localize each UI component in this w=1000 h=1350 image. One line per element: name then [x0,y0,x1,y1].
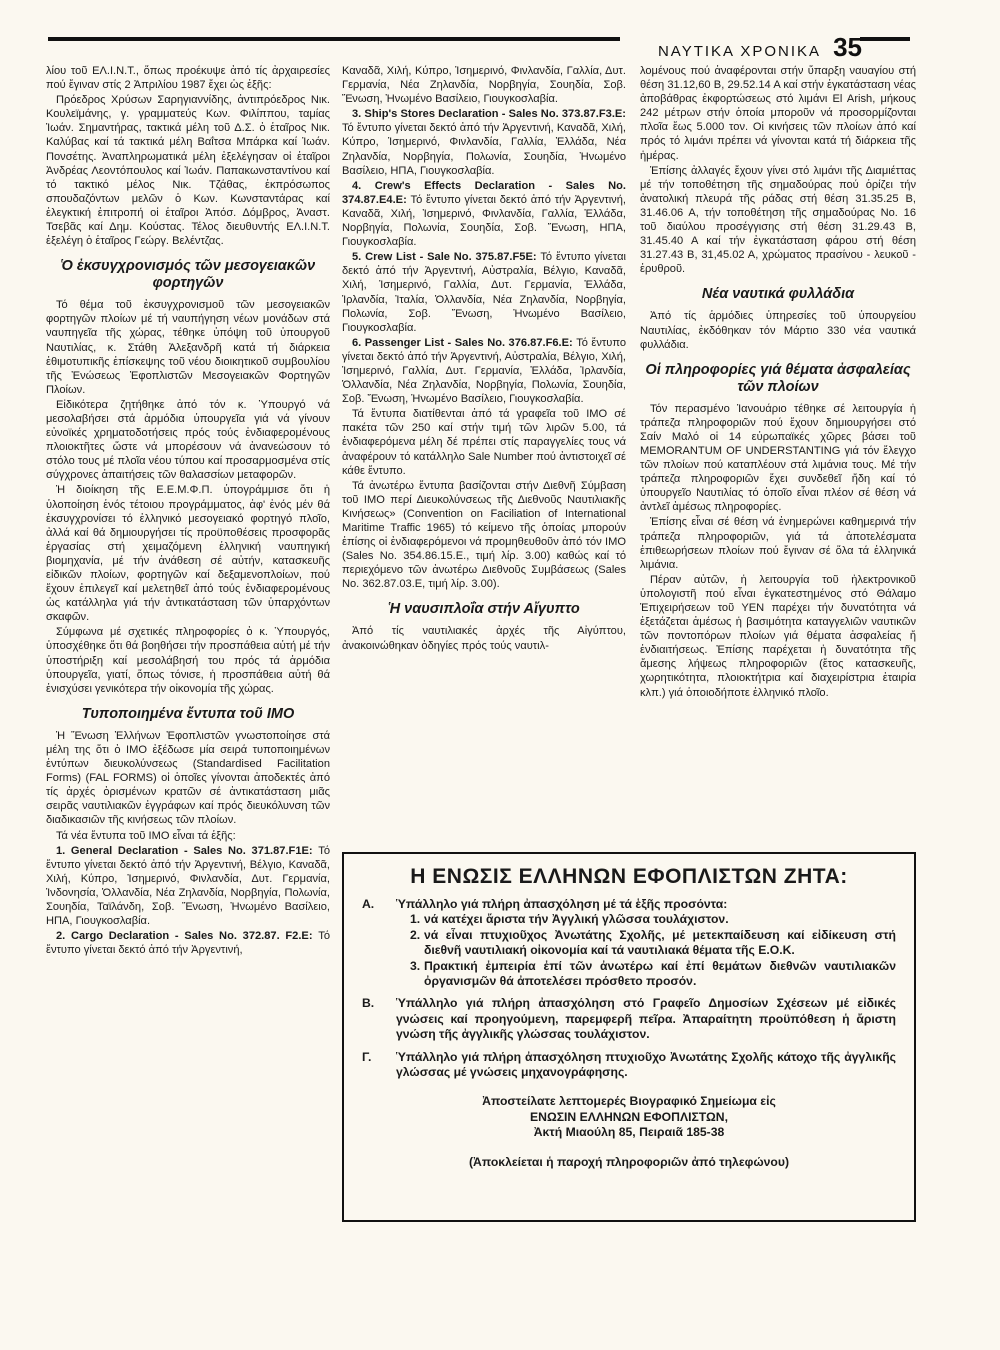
ad-title: Η ΕΝΩΣΙΣ ΕΛΛΗΝΩΝ ΕΦΟΠΛΙΣΤΩΝ ΖΗΤΑ: [410,865,848,888]
headline-nautical-leaflets: Νέα ναυτικά φυλλάδια [701,286,855,303]
paragraph: Πρόεδρος Χρύσων Σαρηγιαννίδης, ἀντιπρόεδρος Νικ. Κουλεϊμάνης, γ. γραμματεύς Κων. Φιλίππου, ταμίας Ἰωάν. Σημαντήρας, τακτικά μέλη τοῦ Δ.Σ. ὁ ἑταῖρος Νικ. Καλύβας καί τά τακτικά μέλη Βαΐτσα Μπάρκα καί Ἰωάν. Πονσέτης. Ἀναπληρωματικά μέλη ἐξελέγησαν οἱ ἑταῖροι Ἀνδρέας Λεοντόπουλος καί Ἰωάν. Παπακωνσταντίνου καί τό τακτικό μέλος Νικ. Τζάθας, ἐκπρόσωπος σπουδαζόντων μελῶν ὁ Κων. Κωνσταντάρας καί ἐλεγκτική ἐπιτροπή οἱ ἑταῖροι Ἀπόσ. Δόμβρος, Ἀναστ. Τσεβᾶς καί Δημ. Κούστας. Τέλος διευθυντής ΕΛ.Ι.Ν.Τ. ἐξελέγη ὁ ἑταῖρος Γεώργ. Βελέντζας. [46,94,330,248]
paragraph: Τόν περασμένο Ἰανουάριο τέθηκε σέ λειτουργία ἡ τράπεζα πληροφοριῶν πού ἔχουν δημιουργήσει στό Σαίν Μαλό οἱ 14 εὐρωπαϊκές χῶρες βάσει τοῦ MEMORANTUM OF UNDERSTANTING γιά τόν ἔλεγχο τῶν πλοίων πού καταπλέουν στά λιμάνια τους. Μέ τήν τράπεζα πληροφοριῶν ἔχει συνδεθεῖ ἤδη καί τό ὑπουργεῖο Ναυτιλίας τό ὁποῖο εἶναι πλέον σέ θέση νά ἀντλεῖ ἀμέσως πληροφορίες. [640,402,916,514]
paragraph: λομένους πού ἀναφέρονται στήν ὕπαρξη ναυαγίου στή θέση 31.12,60 Β, 29.52.14 Α καί στήν ἐγκατάσταση νέας ἀποβάθρας ἐκφορτώσεως στό λιμάνι El Arish, μήκους 242 μέτρων στήν ὁποία μποροῦν νά προσορμίζονται πλοῖα ἕως 5.000 τον. Οἱ κινήσεις τῶν πλοίων ἀπό καί πρός τό λιμάνι πρέπει νά γίνονται κατά τή διάρκεια τῆς ἡμέρας. [640,65,916,162]
job-advertisement-box [342,852,916,1222]
contact-organization: ΕΝΩΣΙΝ ΕΛΛΗΝΩΝ ΕΦΟΠΛΙΣΤΩΝ, [530,1109,728,1124]
ad-section-a [362,897,896,989]
paragraph: Πέραν αὐτῶν, ἡ λειτουργία τοῦ ἠλεκτρονικοῦ ὑπολογιστῆ πού εἶναι ἐγκατεστημένος στό Θάλαμο Ἐπιχειρήσεων τοῦ ΥΕΝ παρέχει τήν δυνατότητα νά ἐξετάζεται ἀμέσως ἡ βασιμότητα καταγγελιῶν ναυτικῶν τῶν ποντοπόρων πλοίων γιά θέματα ἀσφαλείας ἤ ἐνδιαιτήσεως. Ἐπίσης παρέχεται ἡ δυνατότητα τῆς ἄμεσης λήψεως πληροφοριῶν (ἔτος κατασκευῆς, χωρητικότητα, πλοιοκτήτρια καί διαχειρίστρια ἑταιρία κλπ.) γιά ὁποιοδήποτε ἑλληνικό πλοῖο. [640,573,916,699]
form-item-text: Τό ἔντυπο γίνεται δεκτό ἀπό τήν Ἀργεντινή, Αὐστραλία, Βέλγιο, Καναδᾶ, Χιλή, Ἰσημερινό, Γαλλία, Δυτ. Γερμανία, Ἑλλάδα, Ἰρλανδία, Ἰταλία, Ὁλλανδία, Νέα Ζηλανδία, Νορβηγία, Πολωνία, Σοβ. Ἕνωση, Ἡνωμένο Βασίλειο, Γιουγκοσλαβία. [342,251,626,334]
paragraph: Ἐπίσης ἀλλαγές ἔχουν γίνει στό λιμάνι τῆς Διαμιέττας μέ τήν τοποθέτηση τῆς σημαδούρας πού ὁρίζει τήν ἀνατολική πλευρά τῆς ράδας στή θέση 31.35.25 Β, 31.46.06 Α, τήν τοποθέτηση τῆς σημαδούρας Νο. 16 τοῦ διαύλου προσέγγισης στή θέση 31.29.43 Β, 31.45.40 Α καί τήν ἐγκατάσταση φάρου στή θέση 31.27.43 Β, 31,45.02 Α, χρώματος πρασίνου - λευκοῦ - ἐρυθροῦ. [640,164,916,276]
column-3 [640,64,916,701]
section-letter: Γ. [362,1049,372,1064]
paragraph: Ἡ διοίκηση τῆς Ε.Ε.Μ.Φ.Π. ὑπογράμμισε ὅτι ἡ ὑλοποίηση ἑνός τέτοιου προγράμματος, ἀφ' ἑνός μέν θά ἐκσυγχρονίσει τό ἑλληνικό μεσογειακό φορτηγό πλοῖο, ἀλλά καί θά δημιουργήσει τίς προϋποθέσεις προσφορᾶς ἐργασίας στή χειμαζόμενη ἑλληνική ναυπηγική βιομηχανία, μέ τήν ἀνάθεση σέ αὐτήν, κατασκευῆς εἰδικῶν πλοίων, φορτηγῶν καί δεξαμενοπλοίων, πού ἔχουν ἐπιλεγεῖ καί μελετηθεῖ ἀπό τούς ἐνδιαφερομένους ὡς κατάλληλα γιά τήν ἀντικατάσταση τῶν ὑπαρχόντων σκαφῶν. [46,484,330,624]
form-item [46,844,330,929]
header-rule-right [860,37,910,41]
form-item-text: Τό ἔντυπο γίνεται δεκτό ἀπό τήν Ἀργεντινή, Αὐστραλία, Βέλγιο, Χιλή, Ἰσημερινό, Γαλλία, Δυτ. Γερμανία, Ἑλλάδα, Ἰρλανδία, Ὁλλανδία, Νέα Ζηλανδία, Νορβηγία, Πολωνία, Σουηδία, Σοβ. Ἕνωση, Ἡνωμένο Βασίλειο, Γιουγκοσλαβία. [342,336,627,406]
column-2 [342,64,626,654]
form-item-title: 5. Crew List - Sale No. 375.87.F5E: [352,251,537,264]
page-number: 35 [833,32,862,62]
form-item-title: 4. Crew's Effects Declaration - Sales No. 374.87.E4.E: [342,179,626,206]
list-item [396,959,896,990]
headline-egypt-navigation: Ἡ ναυσιπλοΐα στήν Αἴγυπτο [388,601,580,618]
column-1 [46,64,330,958]
paragraph: Εἰδικότερα ζητήθηκε ἀπό τόν κ. Ὑπουργό νά μεσολαβήσει στά ἁρμόδια ὑπουργεῖα γιά νά γίνουν εὐνοϊκές χρηματοδοτήσεις πρός τούς ἐνδιαφερομένους πλοιοκτῆτες ὥστε νά μπορέσουν νά ἀνανεώσουν τό στόλο τους μέ πλοῖα νέου τύπου καί προσαρμοσμένα στίς σύγχρονες ἀπαιτήσεις τῶν θαλασσίων μεταφορῶν. [46,398,330,482]
section-text: Ὑπάλληλο γιά πλήρη ἀπασχόληση στό Γραφεῖο Δημοσίων Σχέσεων μέ εἰδικές γνώσεις καί προηγούμενη, παρεμφερῆ πεῖρα. Ἀπαραίτητη προϋπόθεση ἡ ἄριστη γνώση τῆς ἀγγλικῆς γλώσσας τουλάχιστον. [396,996,896,1042]
form-item-text: Τό ἔντυπο γίνεται δεκτό ἀπό τήν Ἀργεντινή, [46,930,330,957]
form-item-title: 3. Ship's Stores Declaration - Sales No. 373.87.F3.E: [352,108,626,121]
headline-imo-forms: Τυποποιημένα ἔντυπα τοῦ ΙΜΟ [81,705,295,722]
form-item-title: 1. General Declaration - Sales No. 371.87.F1E: [56,844,313,857]
paragraph: λίου τοῦ ΕΛ.Ι.Ν.Τ., ὅπως προέκυψε ἀπό τίς ἀρχαιρεσίες πού ἔγιναν στίς 2 Ἀπριλίου 1987 ἔχει ὡς ἑξῆς: [46,65,330,92]
form-item [342,336,626,406]
contact-address: Ἀκτή Μιαούλη 85, Πειραιᾶ 185-38 [533,1125,725,1140]
form-item-title: 2. Cargo Declaration - Sales No. 372.87. F2.E: [56,930,313,943]
list-text: νά κατέχει ἄριστα τήν Ἀγγλική γλῶσσα τουλάχιστον. [424,912,729,927]
header-rule-left [48,37,620,41]
paragraph: Ἐπίσης εἶναι σέ θέση νά ἐνημερώνει καθημερινά τήν τράπεζα πληροφοριῶν, γιά τά ἀποτελέσματα ἐπιθεωρήσεων πλοίων πού ἔγιναν σέ ὅλα τά ἑλληνικά λιμάνια. [640,516,916,571]
section-letter: Β. [362,996,375,1011]
ad-section-b [362,996,896,1042]
list-item [396,928,896,959]
list-item [396,912,896,927]
paragraph: Καναδᾶ, Χιλή, Κύπρο, Ἰσημερινό, Φινλανδία, Γαλλία, Δυτ. Γερμανία, Νέα Ζηλανδία, Νορβηγία, Σουηδία, Σοβ. Ἕνωση, Ἡνωμένο Βασίλειο, Γιουγκοσλαβία. [342,65,626,106]
ad-section-c [362,1050,896,1081]
contact-line: Ἀποστείλατε λεπτομερές Βιογραφικό Σημείωμα εἰς [482,1094,776,1109]
paragraph: Τά ἀνωτέρω ἔντυπα βασίζονται στήν Διεθνῆ Σύμβαση τοῦ ΙΜΟ περί Διευκολύνσεως τῆς Διεθνοῦς Ναυτιλιακῆς Κινήσεως» (Convention on Faciliation of International Maritime Traffic 1965) τό κείμενο τῆς ὁποίας μπορούν ἐπίσης οἱ ἐνδιαφερόμενοι νά προμηθευθοῦν ἀπό τόν ΙΜΟ (Sales No. 354.86.15.Ε., τιμή λίρ. 3.00) καθώς καί τό περιεχόμενο τῶν ἀνωτέρω Διεθνοῦς Συμβάσεως (Sales No. 362.87.03.Ε, τιμή λίρ. 3.00). [342,479,626,591]
paragraph: Τά ἔντυπα διατίθενται ἀπό τά γραφεῖα τοῦ ΙΜΟ σέ πακέτα τῶν 250 καί στήν τιμή τῶν λιρῶν 5.00, τά ἐνδιαφερόμενα μέλη δέ πρέπει στίς παραγγελίες τους νά ἀναφέρουν τό κατάλληλο Sale Number πού ἀντιστοιχεῖ σέ κάθε ἔντυπο. [342,408,626,477]
section-text: Ὑπάλληλο γιά πλήρη ἀπασχόληση πτυχιοῦχο Ἀνωτάτης Σχολῆς κάτοχο τῆς ἀγγλικῆς γλώσσας μέ γνώσεις μηχανογράφησης. [396,1049,896,1080]
list-number: 1. [410,912,421,927]
list-number: 2. [410,927,421,942]
masthead [626,30,862,60]
paragraph: Τό θέμα τοῦ ἐκσυγχρονισμοῦ τῶν μεσογειακῶν φορτηγῶν πλοίων μέ τή ναυπήγηση νέων μονάδων στά ναυπηγεῖα τῆς χώρας, τέθηκε ὑπόψη τοῦ ὑπουργοῦ Ναυτιλίας, κ. Στάθη Ἀλεξανδρῆ κατά τή διάρκεια ἐθιμοτυπικῆς ἐπίσκεψης τοῦ νέου διοικητικοῦ συμβουλίου τῆς Ἑνώσεως Ἐφοπλιστῶν Μεσογειακῶν Φορτηγῶν Πλοίων. [46,299,330,396]
paragraph: Σύμφωνα μέ σχετικές πληροφορίες ὁ κ. Ὑπουργός, ὑποσχέθηκε ὅτι θά βοηθήσει τήν προσπάθεια αὐτή μέ τήν ὑποστήριξη καί μεσολάβησή του πρός τά ἁρμόδια ὑπουργεῖα, γιατί, ὅπως τόνισε, ἡ προσπάθεια αὐτή θά ἐνισχύσει γενικότερα τήν οἰκονομία τῆς χώρας. [46,626,330,695]
section-letter: Α. [362,897,375,911]
form-item [46,929,330,957]
paragraph: Ἀπό τίς ναυτιλιακές ἀρχές τῆς Αἰγύπτου, ἀνακοινώθηκαν ὁδηγίες πρός τούς ναυτιλ- [342,625,626,652]
headline-modernization: Ὁ ἐκσυγχρονισμός τῶν μεσογειακῶν φορτηγῶν [60,258,316,292]
paragraph: Ἡ Ἕνωση Ἑλλήνων Ἐφοπλιστῶν γνωστοποίησε στά μέλη της ὅτι ὁ ΙΜΟ ἐξέδωσε μία σειρά τυποποιημένων ἐντύπων διευκολύνσεως (Standardised Facilitation Forms) (FAL FORMS) οἱ ὁποῖες γίνονται ἀποδεκτές ἀπό τίς ἀρχές ὁρισμένων κρατῶν σέ ἀντικατάσταση μιᾶς σειρᾶς ναυτιλιακῶν ἐγγράφων καί πρός διευκόλυνση τῶν διαδικασιῶν τῆς κινήσεως τῶν πλοίων. [46,729,330,827]
headline-safety-information: Οἱ πληροφορίες γιά θέματα ἀσφαλείας τῶν πλοίων [645,361,911,395]
publication-title: ΝΑΥΤΙΚΑ ΧΡΟΝΙΚΑ [657,43,822,60]
list-number: 3. [410,958,421,973]
section-text: Ὑπάλληλο γιά πλήρη ἀπασχόληση μέ τά ἑξῆς προσόντα: [396,897,728,911]
paragraph: Τά νέα ἔντυπα τοῦ ΙΜΟ εἶναι τά ἑξῆς: [56,829,236,842]
form-item [342,179,626,249]
form-item-title: 6. Passenger List - Sales No. 376.87.F6.E: [352,336,573,349]
list-text: Πρακτική ἐμπειρία ἐπί τῶν ἀνωτέρω καί ἐπί θεμάτων διεθνῶν ναυτιλιακῶν ὀργανισμῶν θά ἀποτελέσει πρόσθετο προσόν. [424,958,896,989]
ad-contact [362,1094,896,1140]
ad-note: (Ἀποκλείεται ἡ παροχή πληροφοριῶν ἀπό τηλεφώνου) [468,1154,789,1169]
form-item [342,107,626,177]
list-text: νά εἶναι πτυχιοῦχος Ἀνωτάτης Σχολῆς, μέ μετεκπαίδευση καί εἰδίκευση στή διεθνῆ ναυτιλιακή οἰκονομία καί τά ναυτιλιακά θέματα τῆς Ε.Ο.Κ. [424,927,896,958]
form-item-text: Τό ἔντυπο γίνεται δεκτό ἀπό τήν Ἀργεντινή, Καναδᾶ, Χιλή, Ἰσημερινό, Φινλανδία, Γαλλία, Ἑλλάδα, Νορβηγία, Πολωνία, Σουηδία, Σοβ. Ἕνωση, ΗΠΑ, Γιουγκοσλαβία. [342,193,626,249]
paragraph: Ἀπό τίς ἁρμόδιες ὑπηρεσίες τοῦ ὑπουργείου Ναυτιλίας, ἐκδόθηκαν τόν Μάρτιο 330 νέα ναυτικά φυλλάδια. [640,310,916,351]
form-item [342,250,626,335]
form-item-text: Τό ἔντυπο γίνεται δεκτό ἀπό τήν Ἀργεντινή, Καναδᾶ, Χιλή, Κύπρο, Ἰσημερινό, Φινλανδία, Γαλλία, Ἑλλάδα, Νέα Ζηλανδία, Νορβηγία, Πολωνία, Σουηδία, Ἡνωμένο Βασίλειο, ΗΠΑ, Γιουγκοσλαβία. [342,122,626,177]
form-item-text: Τό ἔντυπο γίνεται δεκτό ἀπό τήν Ἀργεντινή, Βέλγιο, Καναδᾶ, Χιλή, Κύπρο, Ἰσημερινό, Φινλανδία, Δυτ. Γερμανία, Ἰνδονησία, Ὁλλανδία, Νέα Ζηλανδία, Νορβηγία, Πολωνία, Σουηδία, Ταϊλάνδη, Σοβ. Ἕνωση, Ἡνωμένο Βασίλειο, ΗΠΑ, Γιουγκοσλαβία. [46,844,331,928]
